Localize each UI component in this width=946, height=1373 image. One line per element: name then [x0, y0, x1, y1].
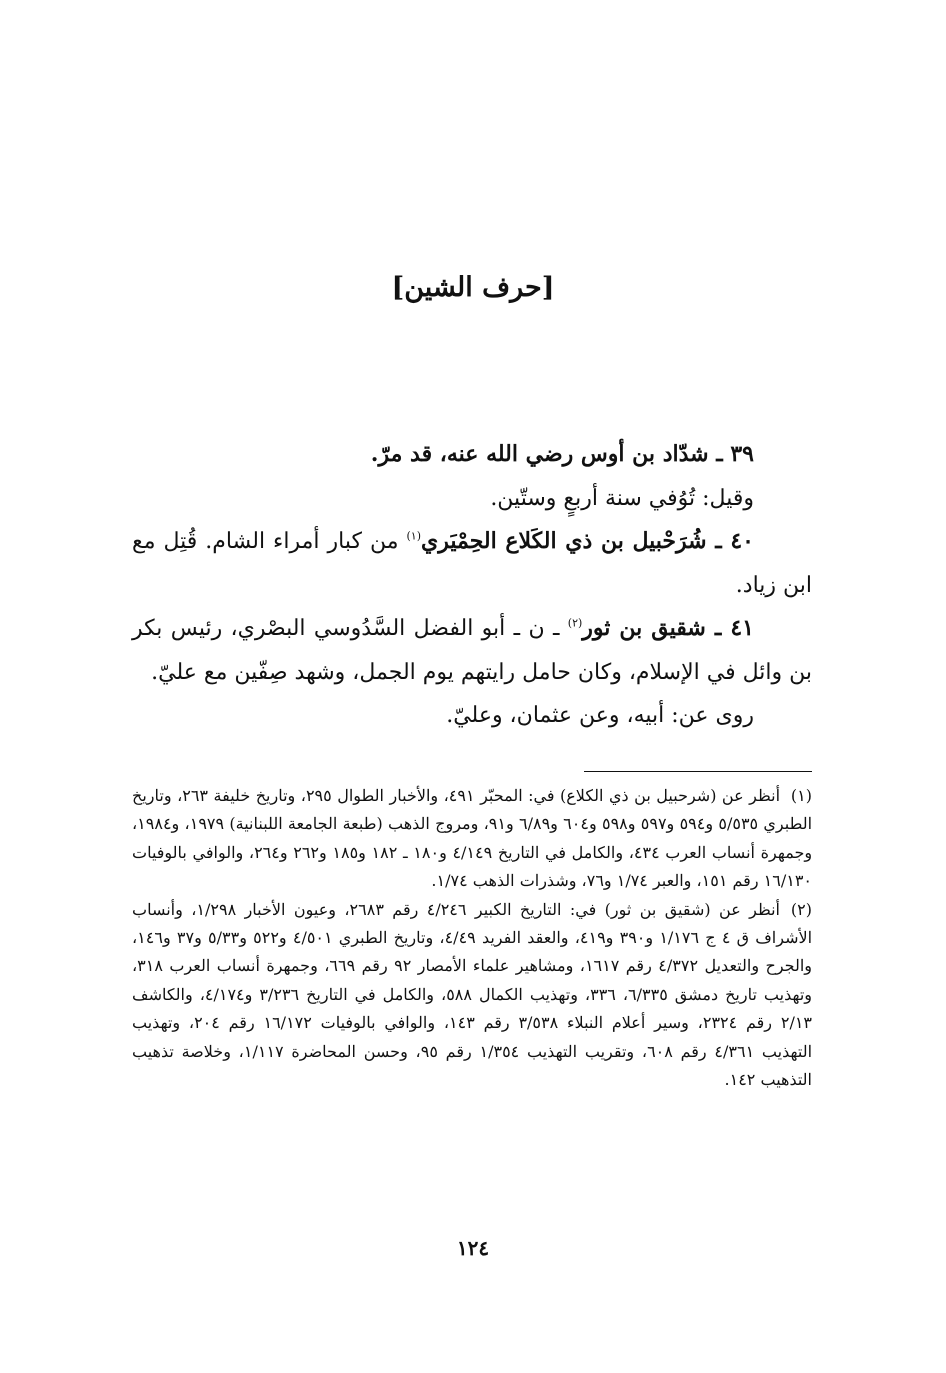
entry-39-note: وقيل: تُوُفي سنة أربعٍ وستّين. [490, 485, 754, 511]
footnote-2 [132, 896, 812, 1095]
footnote-ref-1[interactable]: (١) [406, 529, 421, 543]
footnote-separator [584, 771, 812, 772]
footnote-marker: (١) [790, 786, 813, 805]
entry-40-text: من كبار أمراء الشام. قُتِل مع ابن زياد. [132, 529, 812, 598]
footnotes [132, 782, 812, 1094]
footnote-ref-2[interactable]: (٢) [567, 616, 583, 630]
entry-41-text: ـ ن ـ أبو الفضل السَّدُوسي البصْري، رئيس بكر بن وائل في الإسلام، وكان حامل رايتهم يوم الجمل، وشهد صِفّين مع عليّ. [132, 616, 812, 685]
footnote-1 [132, 782, 812, 896]
footnote-text: أنظر عن (شرحبيل بن ذي الكلاع) في: المحبّر ٤٩١، والأخبار الطوال ٢٩٥، وتاريخ خليفة ٢٦٣، وتاريخ الطبري ٥/٥٣٥ و٥٩٤ و٥٩٧ و٥٩٨ و٦٠٤ و٦/٨٩ و٩١، ومروج الذهب (طبعة الجامعة اللبنانية) ١٩٧٩، و١٩٨٤، وجمهرة أنساب العرب ٤٣٤، والكامل في التاريخ ٤/١٤٩ و١٨٠ ـ ١٨٢ و١٨٥ و٢٦٢ و٢٦٤، والوافي بالوفيات ١٦/١٣٠ رقم ١٥١، والعبر ١/٧٤ و٧٦، وشذرات الذهب ١/٧٤. [132, 786, 813, 891]
entry-41-name: ٤١ ـ شقيق بن ثور [582, 615, 754, 641]
entry-41-narration: روى عن: أبيه، وعن عثمان، وعليّ. [446, 703, 754, 728]
entry-41 [132, 607, 812, 694]
entry-40-name: ٤٠ ـ شُرَحْبيل بن ذي الكَلاع الحِمْيَري [421, 528, 754, 554]
entry-40 [132, 520, 812, 607]
chapter-title: [حرف الشين] [391, 272, 555, 303]
footnote-text: أنظر عن (شقيق بن ثور) في: التاريخ الكبير ٤/٢٤٦ رقم ٢٦٨٣، وعيون الأخبار ١/٢٩٨، وأنساب الأشراف ق ٤ ج ١/١٧٦ و٣٩٠ و٤١٩، والعقد الفريد ٤/٤٩، وتاريخ الطبري ٤/٥٠١ و٥٢٢ و٥/٣٣ و٣٧ و١٤٦، والجرح والتعديل ٤/٣٧٢ رقم ١٦١٧، ومشاهير علماء الأمصار ٩٢ رقم ٦٦٩، وجمهرة أنساب العرب ٣١٨، وتهذيب تاريخ دمشق ٦/٣٣٥، ٣٣٦، وتهذيب الكمال ٥٨٨، والكامل في التاريخ ٣/٢٣٦ و٤/١٧٤، والكاشف ٢/١٣ رقم ٢٣٢٤، وسير أعلام النبلاء ٣/٥٣٨ رقم ١٤٣، والوافي بالوفيات ١٦/١٧٢ رقم ٢٠٤، وتهذيب التهذيب ٤/٣٦١ رقم ٦٠٨، وتقريب التهذيب ١/٣٥٤ رقم ٩٥، وحسن المحاضرة ١/١١٧، وخلاصة تذهيب التذهيب ١٤٢. [132, 899, 813, 1090]
footnote-marker: (٢) [790, 899, 812, 919]
entry-39: ٣٩ ـ شدّاد بن أوس رضي الله عنه، قد مرّ. [370, 441, 754, 467]
page-number: ١٢٤ [456, 1236, 490, 1260]
main-text [132, 433, 812, 738]
